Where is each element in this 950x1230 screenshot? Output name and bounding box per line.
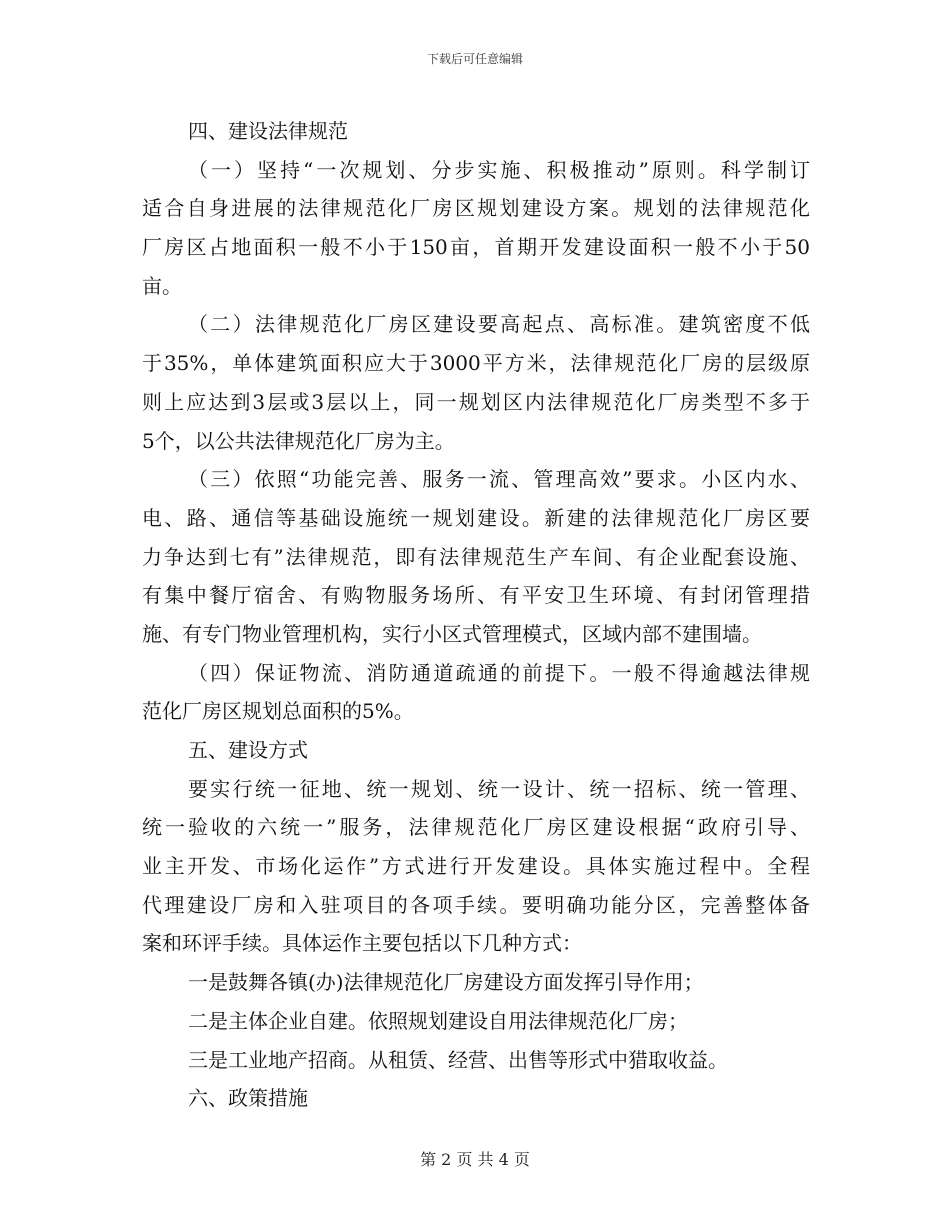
page-header-note: 下载后可任意编辑 bbox=[426, 52, 523, 66]
text-line: 五、建设方式 bbox=[188, 738, 308, 762]
text-line: 范化厂房区规划总面积的5%。 bbox=[142, 699, 414, 724]
text-line: 施、有专门物业管理机构，实行小区式管理模式，区域内部不建围墙。 bbox=[142, 621, 762, 646]
page-footer: 第 2 页 共 4 页 bbox=[420, 1150, 530, 1169]
text-line: 电、路、通信等基础设施统一规划建设。新建的法律规范化厂房区要 bbox=[142, 505, 810, 530]
text-line: 于35%，单体建筑面积应大于3000平方米，法律规范化厂房的层级原 bbox=[142, 351, 810, 376]
text-line: 业主开发、市场化运作”方式进行开发建设。具体实施过程中。全程 bbox=[142, 854, 810, 879]
text-line: 三是工业地产招商。从租赁、经营、出售等形式中猎取收益。 bbox=[188, 1047, 728, 1072]
text-line: 则上应达到3层或3层以上，同一规划区内法律规范化厂房类型不多于 bbox=[142, 389, 810, 414]
text-line: （四）保证物流、消防通道疏通的前提下。一般不得逾越法律规 bbox=[188, 660, 810, 685]
text-line: 亩。 bbox=[142, 273, 182, 298]
document-body bbox=[142, 112, 810, 1118]
text-line: 有集中餐厅宿舍、有购物服务场所、有平安卫生环境、有封闭管理措 bbox=[142, 583, 810, 608]
text-line: 代理建设厂房和入驻项目的各项手续。要明确功能分区，完善整体备 bbox=[142, 892, 810, 917]
text-line: 适合自身进展的法律规范化厂房区规划建设方案。规划的法律规范化 bbox=[142, 196, 810, 221]
text-line: 统一验收的六统一”服务，法律规范化厂房区建设根据“政府引导、 bbox=[142, 815, 810, 840]
text-line: 二是主体企业自建。依照规划建设自用法律规范化厂房； bbox=[188, 1008, 688, 1033]
text-line: 5个，以公共法律规范化厂房为主。 bbox=[142, 428, 455, 453]
text-line: 要实行统一征地、统一规划、统一设计、统一招标、统一管理、 bbox=[188, 776, 810, 801]
text-line: 六、政策措施 bbox=[188, 1086, 308, 1111]
text-line: 力争达到七有”法律规范，即有法律规范生产车间、有企业配套设施、 bbox=[142, 544, 810, 569]
text-line: 一是鼓舞各镇(办)法律规范化厂房建设方面发挥引导作用； bbox=[188, 970, 704, 995]
text-line: 厂房区占地面积一般不小于150亩，首期开发建设面积一般不小于50 bbox=[142, 235, 810, 260]
text-line: 案和环评手续。具体运作主要包括以下几种方式： bbox=[142, 931, 582, 956]
text-line: （二）法律规范化厂房区建设要高起点、高标准。建筑密度不低 bbox=[188, 312, 810, 337]
text-line: （一）坚持“一次规划、分步实施、积极推动”原则。科学制订 bbox=[188, 157, 810, 182]
text-line: 四、建设法律规范 bbox=[188, 119, 348, 143]
text-line: （三）依照“功能完善、服务一流、管理高效”要求。小区内水、 bbox=[188, 467, 810, 492]
